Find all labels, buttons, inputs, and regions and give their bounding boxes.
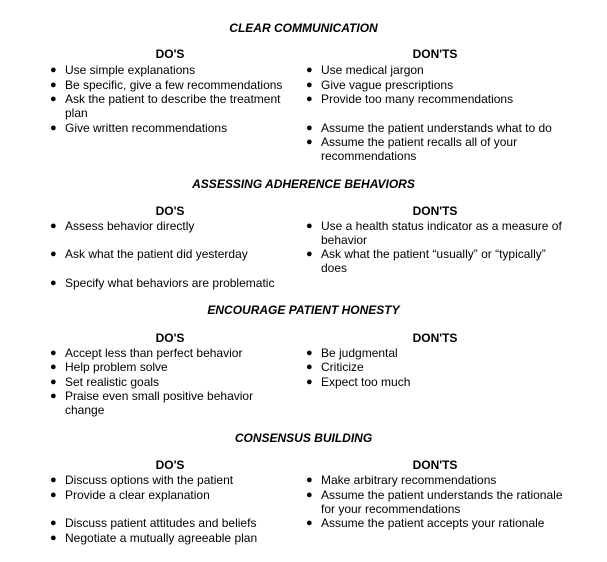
bullet-icon: ● [50, 517, 57, 529]
donts-item: ● Give vague prescriptions [306, 78, 454, 92]
dos-heading: DO'S [155, 458, 185, 472]
donts-item: ● Use medical jargon [306, 63, 424, 77]
bullet-icon: ● [50, 220, 57, 232]
bullet-icon: ● [306, 220, 313, 232]
dos-item: ● Be specific, give a few recommendations [50, 78, 283, 92]
bullet-icon: ● [306, 376, 313, 388]
donts-item: ● Provide too many recommendations [306, 92, 514, 106]
bullet-icon: ● [50, 93, 57, 105]
dos-heading: DO'S [155, 47, 185, 61]
bullet-icon: ● [50, 390, 57, 402]
bullet-icon: ● [50, 474, 57, 486]
bullet-icon: ● [306, 248, 313, 260]
dos-item: ● Negotiate a mutually agreeable plan [50, 531, 258, 545]
dos-item: ● Provide a clear explanation [50, 488, 210, 502]
dos-heading: DO'S [155, 204, 185, 218]
dos-item: ● Give written recommendations [50, 121, 228, 135]
dos-heading: DO'S [155, 331, 185, 345]
section-title-encourage-honesty: ENCOURAGE PATIENT HONESTY [207, 303, 400, 317]
donts-item: ● Assume the patient recalls all of your recommendations [306, 135, 518, 163]
bullet-icon: ● [306, 64, 313, 76]
bullet-icon: ● [50, 79, 57, 91]
dos-item: ● Ask the patient to describe the treatment plan [50, 92, 281, 120]
bullet-icon: ● [50, 64, 57, 76]
dos-item: ● Discuss options with the patient [50, 473, 234, 487]
bullet-icon: ● [306, 136, 313, 148]
bullet-icon: ● [306, 361, 313, 373]
dos-item: ● Praise even small positive behavior change [50, 389, 254, 417]
donts-item: ● Be judgmental [306, 346, 398, 360]
bullet-icon: ● [306, 93, 313, 105]
donts-item: ● Assume the patient understands what to do [306, 121, 552, 135]
bullet-icon: ● [306, 517, 313, 529]
section-title-consensus-building: CONSENSUS BUILDING [234, 431, 373, 445]
bullet-icon: ● [306, 122, 313, 134]
donts-item: ● Use a health status indicator as a measure of behavior [306, 219, 562, 247]
bullet-icon: ● [50, 347, 57, 359]
dos-item: ● Accept less than perfect behavior [50, 346, 243, 360]
bullet-icon: ● [50, 248, 57, 260]
dos-item: ● Help problem solve [50, 360, 168, 374]
donts-item: ● Assume the patient understands the rationale for your recommendations [306, 488, 563, 516]
bullet-icon: ● [50, 361, 57, 373]
donts-heading: DON'TS [412, 331, 458, 345]
bullet-icon: ● [50, 376, 57, 388]
dos-item: ● Set realistic goals [50, 375, 160, 389]
donts-item: ● Make arbitrary recommendations [306, 473, 497, 487]
bullet-icon: ● [50, 489, 57, 501]
bullet-icon: ● [50, 122, 57, 134]
bullet-icon: ● [306, 79, 313, 91]
dos-item: ● Assess behavior directly [50, 219, 195, 233]
section-title-assessing-adherence: ASSESSING ADHERENCE BEHAVIORS [192, 177, 415, 191]
bullet-icon: ● [306, 347, 313, 359]
donts-heading: DON'TS [412, 458, 458, 472]
dos-item: ● Use simple explanations [50, 63, 196, 77]
dos-item: ● Specify what behaviors are problematic [50, 276, 275, 290]
bullet-icon: ● [50, 532, 57, 544]
section-title-clear-communication: CLEAR COMMUNICATION [229, 21, 378, 35]
donts-item: ● Assume the patient accepts your rationale [306, 516, 545, 530]
donts-item: ● Criticize [306, 360, 364, 374]
donts-item: ● Expect too much [306, 375, 411, 389]
donts-heading: DON'TS [412, 47, 458, 61]
bullet-icon: ● [306, 489, 313, 501]
dos-item: ● Ask what the patient did yesterday [50, 247, 248, 261]
bullet-icon: ● [50, 277, 57, 289]
dos-item: ● Discuss patient attitudes and beliefs [50, 516, 257, 530]
bullet-icon: ● [306, 474, 313, 486]
donts-item: ● Ask what the patient “usually” or “typically” does [306, 247, 546, 275]
donts-heading: DON'TS [412, 204, 458, 218]
